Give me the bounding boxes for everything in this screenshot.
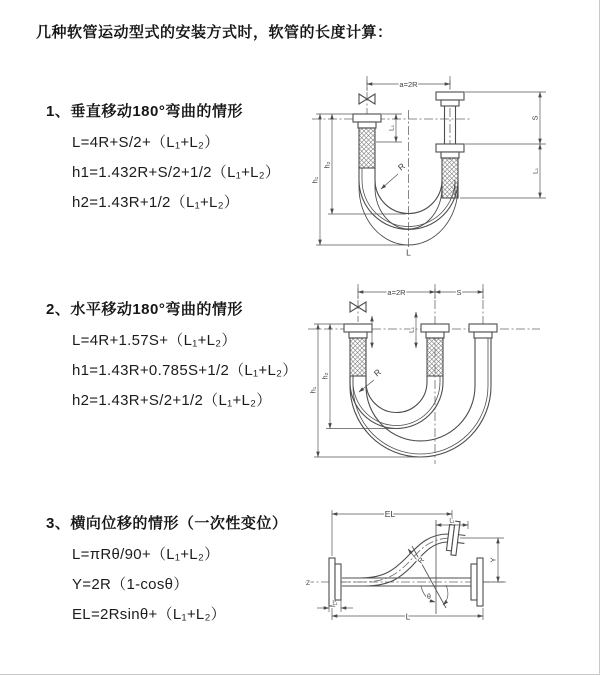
dim-label-l1-left: L₁ (388, 125, 396, 131)
riser-1-fitting (344, 324, 372, 376)
dim-label-width: a=2R (399, 79, 418, 89)
diagram-horizontal-bend (308, 276, 598, 471)
riser-2-fitting (421, 324, 449, 376)
section-2 (46, 298, 298, 416)
length-label: L (406, 247, 411, 258)
diagram-lateral-displacement (300, 500, 600, 645)
dim-label-s: S (530, 115, 540, 121)
hose-u-bend-initial (350, 376, 443, 429)
section-3 (46, 512, 287, 630)
dim-label-s: S (456, 287, 462, 297)
theta-label: θ (427, 594, 431, 601)
dim-label-l1-top: L₁ (449, 518, 455, 525)
formula-el: EL=2Rsinθ+（L₁+L₂） (72, 606, 226, 623)
dim-label-h2: h₂ (322, 161, 332, 169)
hose-u-bend-moved (350, 338, 491, 457)
diagram-vertical-bend (310, 68, 595, 258)
section-1 (46, 100, 280, 218)
right-flange (471, 558, 483, 606)
riser-3-fitting (469, 324, 497, 338)
formula-length: L=πRθ/90+（L₁+L₂） (72, 546, 220, 563)
formula-length: L=4R+S/2+（L₁+L₂） (72, 134, 220, 151)
section-3-heading: 3、横向位移的情形（一次性变位） (46, 515, 288, 532)
length-label: L (405, 611, 411, 622)
section-2-heading: 2、水平移动180°弯曲的情形 (46, 301, 243, 318)
right-riser-fitting (436, 92, 464, 198)
dim-label-el: EL (384, 508, 396, 519)
formula-h1: h1=1.43R+0.785S+1/2（L₁+L₂） (72, 362, 298, 379)
dim-label-h2: h₂ (320, 372, 330, 380)
section-1-formulas (46, 121, 280, 218)
dim-label-h1: h₁ (310, 176, 320, 184)
dim-label-l1-left: L₁ (332, 600, 338, 607)
dimension-lines (316, 81, 546, 246)
formula-length: L=4R+1.57S+（L₁+L₂） (72, 332, 237, 349)
formula-h2: h2=1.43R+1/2（L₁+L₂） (72, 194, 240, 211)
left-flange (329, 558, 341, 606)
formula-y: Y=2R（1-cosθ） (72, 576, 189, 593)
radius-label: R (395, 160, 407, 173)
formula-h2: h2=1.43R+S/2+1/2（L₁+L₂） (72, 392, 272, 409)
dimension-lines (314, 289, 483, 458)
dim-label-width: a=2R (387, 287, 406, 297)
section-3-formulas (46, 533, 287, 630)
centerline-z-label: Z (306, 580, 310, 587)
dim-label-l1: L₁ (408, 327, 416, 333)
radius-label: R (371, 366, 383, 379)
formula-h1: h1=1.432R+S/2+1/2（L₁+L₂） (72, 164, 281, 181)
dim-label-l1-right: L₁ (532, 168, 540, 174)
diagram-vertical-bend-svg (310, 68, 595, 258)
upper-flange (446, 518, 467, 557)
section-1-heading: 1、垂直移动180°弯曲的情形 (46, 103, 243, 120)
diagram-lateral-displacement-svg (300, 500, 600, 645)
dim-label-y: Y (488, 557, 498, 563)
left-riser-fitting (353, 114, 381, 168)
diagram-horizontal-bend-svg (308, 276, 598, 471)
dim-label-h1: h₁ (308, 386, 318, 394)
centerlines (308, 284, 540, 464)
page-title: 几种软管运动型式的安装方式时，软管的长度计算： (36, 24, 393, 41)
section-2-formulas (46, 319, 298, 416)
radius-label: R (415, 555, 427, 566)
